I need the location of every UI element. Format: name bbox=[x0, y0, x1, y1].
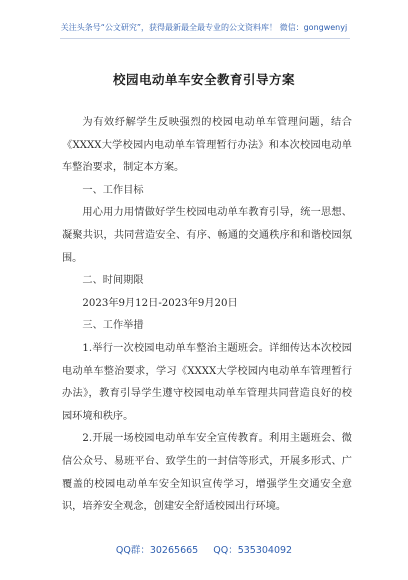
qq-contact-label: QQ：535304092 bbox=[213, 545, 293, 556]
document-title: 校园电动单车安全教育引导方案 bbox=[112, 72, 295, 87]
section-heading-goals: 一、工作目标 bbox=[82, 184, 144, 196]
intro-paragraph: 为有效纾解学生反映强烈的校园电动单车管理问题，结合《XXXX大学校园内电动单车管理暂行办法》和本次校园电动单车整治要求，制定本方案。 bbox=[62, 117, 352, 174]
page-header-banner: 关注头条号“公文研究”，获得最新最全最专业的公文资料库！ 微信：gongwenyj bbox=[60, 23, 348, 32]
header-divider bbox=[60, 38, 350, 39]
section-heading-measures: 三、工作举措 bbox=[82, 320, 144, 332]
goals-paragraph: 用心用力用情做好学生校园电动单车教育引导，统一思想、凝聚共识，共同营造安全、有序、畅通的交通秩序和和谐校园氛围。 bbox=[62, 207, 352, 264]
section-heading-timeframe: 二、时间期限 bbox=[82, 275, 144, 287]
qq-group-label: QQ群：30265665 bbox=[115, 545, 199, 556]
measure-2-paragraph: 2.开展一场校园电动单车安全宣传教育。利用主题班会、微信公众号、易班平台、致学生的一封信等形式，开展多形式、广覆盖的校园电动单车安全知识宣传学习，增强学生交通安全意识，培养安全观念，创建安全舒适校园出行环境。 bbox=[62, 433, 352, 513]
timeframe-paragraph: 2023年9月12日-2023年9月20日 bbox=[82, 297, 238, 309]
page-footer bbox=[0, 542, 408, 556]
document-body bbox=[62, 112, 352, 519]
measure-1-paragraph: 1.举行一次校园电动单车整治主题班会。详细传达本次校园电动单车整治要求，学习《XXXX大学校园内电动单车管理暂行办法》，教育引导学生遵守校园电动单车管理共同营造良好的校园环境和秩序。 bbox=[62, 342, 352, 422]
